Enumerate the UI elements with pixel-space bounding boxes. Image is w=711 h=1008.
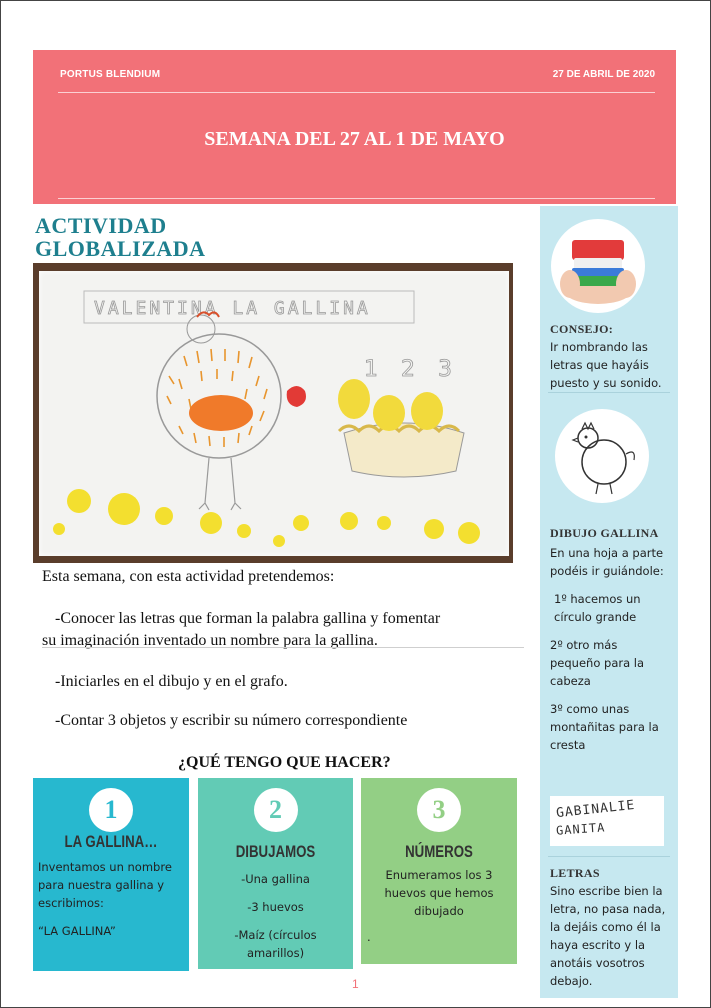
activity-title xyxy=(35,214,206,260)
question-heading: ¿QUÉ TENGO QUE HACER? xyxy=(178,754,391,771)
sidebar-separator xyxy=(548,392,670,393)
hen-drawing xyxy=(39,271,509,556)
objective-rule xyxy=(42,647,524,648)
step-number-3: 3 xyxy=(417,788,461,832)
letras-text: Sino escribe bien la letra, no pasa nada, la dejáis como él la haya escrito y la anotáis vosotros debajo. xyxy=(550,884,666,988)
objective-2: -Iniciarles en el dibujo y en el grafo. xyxy=(55,673,288,690)
child-drawing-photo xyxy=(33,263,513,563)
egg-numbers: 1 2 3 xyxy=(364,357,460,382)
dibujo-intro: En una hoja a parte podéis ir guiándole: xyxy=(550,546,664,578)
step-card-2 xyxy=(198,778,353,969)
sidebar xyxy=(540,206,678,998)
step-title-3: NÚMEROS xyxy=(405,842,473,861)
dibujo-step-2: 2º otro más pequeño para la cabeza xyxy=(550,638,645,688)
hen-legs xyxy=(199,458,241,510)
step-card-3 xyxy=(361,778,517,964)
egg-3 xyxy=(411,392,443,430)
handwriting-sample xyxy=(550,796,664,846)
objective-1-line2: su imaginación inventado un nombre para la gallina. xyxy=(42,632,378,649)
handwriting-line-2: GANITA xyxy=(555,820,606,838)
hen-wing xyxy=(189,395,253,431)
step-text-1: Inventamos un nombre para nuestra gallina y escribimos: xyxy=(38,860,172,910)
activity-title-line1: ACTIVIDAD xyxy=(35,213,167,238)
hen-head xyxy=(187,315,215,343)
dibujo-block xyxy=(550,524,670,754)
activity-title-line2: GLOBALIZADA xyxy=(35,236,206,261)
step-text-3: Enumeramos los 3 huevos que hemos dibujado xyxy=(384,868,494,918)
step-extra-3: . xyxy=(367,930,371,944)
step-extra-1: “LA GALLINA” xyxy=(38,924,116,938)
header-rule-bottom xyxy=(58,198,655,199)
objective-1-line1: -Conocer las letras que forman la palabra gallina y fomentar xyxy=(55,610,441,627)
dibujo-step-3: 3º como unas montañitas para la cresta xyxy=(550,702,659,752)
page-number: 1 xyxy=(352,977,359,991)
drawing-caption: VALENTINA LA GALLINA xyxy=(94,298,371,319)
header-banner xyxy=(33,50,676,204)
consejo-text: Ir nombrando las letras que hayáis puesto y su sonido. xyxy=(550,340,662,390)
intro-text: Esta semana, con esta actividad pretendemos: xyxy=(42,568,335,585)
consejo-heading: CONSEJO: xyxy=(550,322,614,336)
drawing-paper xyxy=(39,271,509,556)
organization-name: PORTUS BLENDIUM xyxy=(60,69,161,80)
week-title: SEMANA DEL 27 AL 1 DE MAYO xyxy=(204,128,505,150)
step-title-1: LA GALLINA… xyxy=(64,832,158,851)
step-card-1 xyxy=(33,778,189,971)
hen-outline-drawing xyxy=(554,408,650,504)
egg-1 xyxy=(338,379,370,419)
step-line-2a: -Una gallina xyxy=(241,872,310,886)
step-line-2c: -Maíz (círculos amarillos) xyxy=(234,928,317,960)
basket xyxy=(344,423,464,477)
consejo-block xyxy=(550,320,670,392)
egg-2 xyxy=(373,395,405,431)
step-number-1: 1 xyxy=(89,788,133,832)
document-date: 27 DE ABRIL DE 2020 xyxy=(552,69,655,80)
blocks-in-hands-image xyxy=(550,218,646,314)
corn-dots xyxy=(53,489,480,547)
objective-1 xyxy=(42,608,522,652)
dibujo-step-1: 1º hacemos un círculo grande xyxy=(554,592,641,624)
letras-block xyxy=(550,864,670,990)
dibujo-heading: DIBUJO GALLINA xyxy=(550,526,659,540)
letras-heading: LETRAS xyxy=(550,866,600,880)
step-line-2b: -3 huevos xyxy=(247,900,304,914)
objective-3: -Contar 3 objetos y escribir su número correspondiente xyxy=(55,712,408,729)
step-number-2: 2 xyxy=(254,788,298,832)
header-rule-top xyxy=(58,92,655,93)
step-title-2: DIBUJAMOS xyxy=(235,842,316,861)
hen-tail xyxy=(287,386,306,407)
handwriting-line-1: GABINALIE xyxy=(555,797,637,822)
sidebar-separator-2 xyxy=(548,856,670,857)
